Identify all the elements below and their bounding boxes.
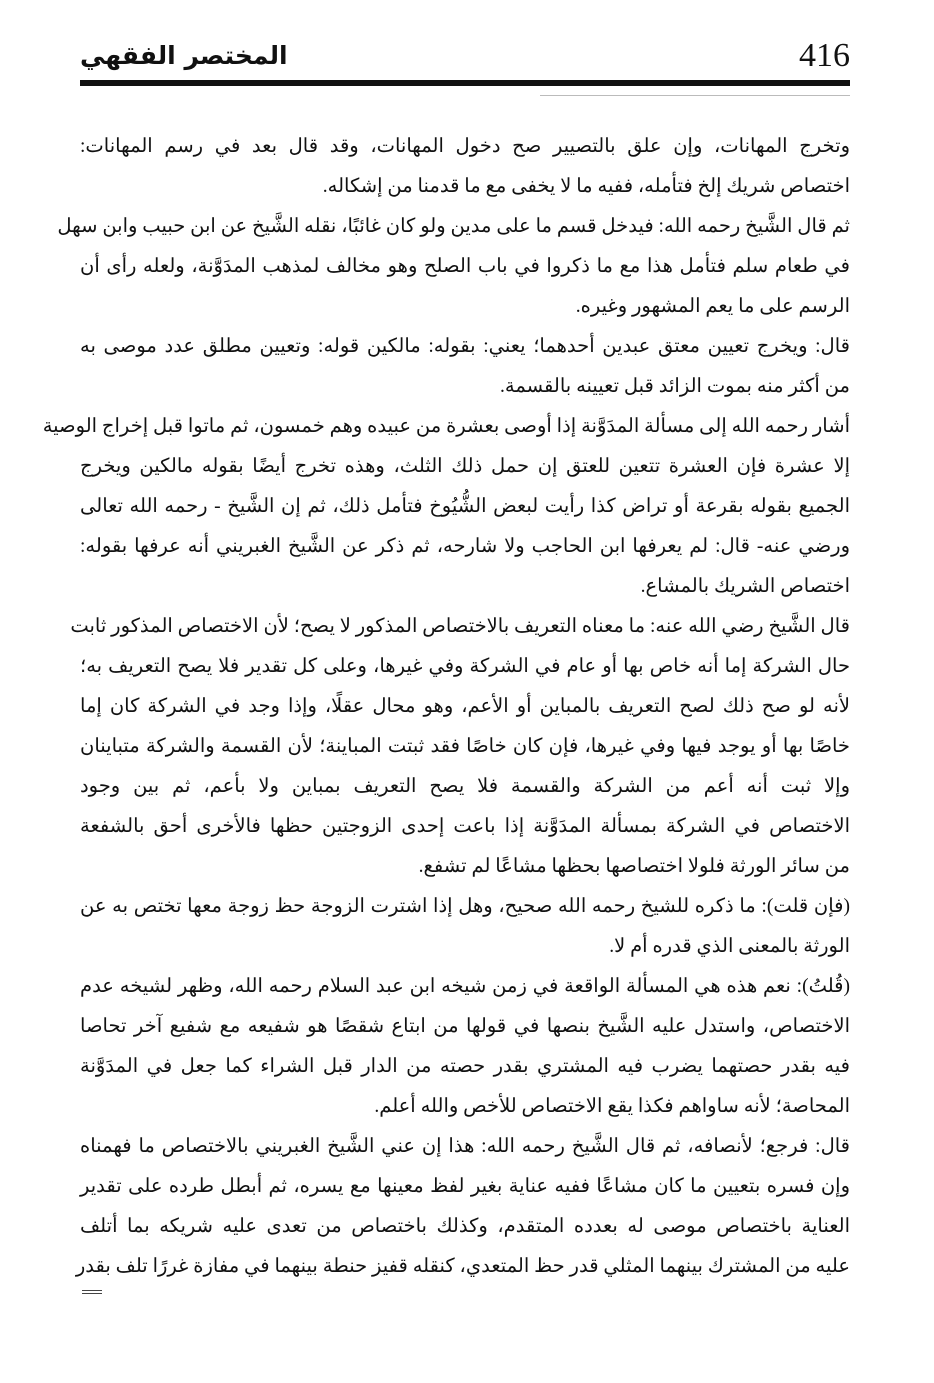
text-line: أشار رحمه الله إلى مسألة المدَوَّنة إذا أوصى بعشرة من عبيده وهم خمسون، ثم ماتوا قبل إخراج الوصية — [42, 416, 850, 437]
text-line: وإن فسره بتعيين ما كان مشاعًا ففيه عناية بغير لفظ معينها مع يسره، ثم أبطل طرده على تقدير — [80, 1176, 850, 1197]
text-line: المحاصة؛ لأنه ساواهم فكذا يقع الاختصاص للأخص والله أعلم. — [374, 1096, 850, 1117]
text-line: وإلا ثبت أنه أعم من الشركة والقسمة فلا يصح التعريف بمباين ولا بأعم، ثم بين وجود — [80, 776, 850, 797]
footnote-mark — [82, 1290, 102, 1294]
text-line: الاختصاص، واستدل عليه الشَّيخ بنصها في قولها من ابتاع شقصًا هو شفيعه مع شفيع آخر تحاصا — [80, 1016, 850, 1037]
running-title: المختصر الفقهي — [80, 41, 288, 70]
text-line: في طعام سلم فتأمل هذا مع ما ذكروا في باب الصلح وهو مخالف لمذهب المدَوَّنة، ولعله رأى أن — [80, 256, 850, 277]
text-line: وتخرج المهانات، وإن علق بالتصيير صح دخول المهانات، وقد قال بعد في رسم المهانات: — [80, 136, 850, 157]
text-line: الجميع بقوله بقرعة أو تراض كذا رأيت لبعض الشُّيُوخ فتأمل ذلك، ثم إن الشَّيخ - رحمه الله تعالى — [80, 496, 850, 517]
text-line: عليه من المشترك بينهما المثلي قدر حظ المتعدي، كنقله قفيز حنطة بينهما في مفازة غررًا تلف بقدر — [75, 1256, 850, 1277]
text-line: فيه بقدر حصتهما يضرب فيه المشتري بقدر حصته من الدار قبل الشراء كما جعل في المدَوَّنة — [80, 1056, 850, 1077]
text-line: ثم قال الشَّيخ رحمه الله: فيدخل قسم ما على مدين ولو كان غائبًا، نقله الشَّيخ عن ابن حبيب وابن سهل — [57, 216, 850, 237]
text-line: اختصاص شريك إلخ فتأمله، ففيه ما لا يخفى مع ما قدمنا من إشكاله. — [322, 176, 850, 197]
text-line: لأنه لو صح ذلك لصح التعريف بالمباين أو الأعم، وهو محال عقلًا، وإذا وجد في الشركة كان إما — [80, 696, 850, 717]
text-line: من سائر الورثة فلولا اختصاصها بحظها مشاعًا لم تشفع. — [418, 856, 850, 877]
text-line: ورضي عنه- قال: لم يعرفها ابن الحاجب ولا شارحه، ثم ذكر عن الشَّيخ الغبريني أنه عرفها بقوله: — [80, 536, 850, 557]
text-line: حال الشركة إما أنه خاص بها أو عام في الشركة وفي غيرها، وعلى كل تقدير فلا يصح التعريف به؛ — [80, 656, 850, 677]
header-rule — [80, 80, 850, 86]
text-line: قال: فرجع؛ لأنصافه، ثم قال الشَّيخ رحمه الله: هذا إن عني الشَّيخ الغبريني بالاختصاص ما فهمناه — [80, 1136, 850, 1157]
text-line: إلا عشرة فإن العشرة تتعين للعتق إن حمل ذلك الثلث، وهذه تخرج أيضًا بقوله مالكين ويخرج — [80, 456, 850, 477]
text-line: من أكثر منه بموت الزائد قبل تعيينه بالقسمة. — [500, 376, 850, 397]
text-line: الرسم على ما يعم المشهور وغيره. — [575, 296, 850, 317]
text-line: اختصاص الشريك بالمشاع. — [640, 576, 850, 597]
text-line: خاصًا بها أو يوجد فيها وفي غيرها، فإن كان خاصًا فقد ثبتت المباينة؛ لأن القسمة والشركة متباينان — [80, 736, 850, 757]
text-line: (فإن قلت): ما ذكره للشيخ رحمه الله صحيح، وهل إذا اشترت الزوجة حظ زوجة معها تختص به عن — [80, 896, 850, 917]
text-line: قال الشَّيخ رضي الله عنه: ما معناه التعريف بالاختصاص المذكور لا يصح؛ لأن الاختصاص المذكور ثابت — [70, 616, 850, 637]
text-line: الاختصاص في الشركة بمسألة المدَوَّنة إذا باعت إحدى الزوجتين حظها فالأخرى أحق بالشفعة — [80, 816, 850, 837]
page-header — [80, 36, 850, 76]
text-line: (قُلتُ): نعم هذه هي المسألة الواقعة في زمن شيخه ابن عبد السلام رحمه الله، وظهر لشيخه عدم — [80, 976, 850, 997]
body-text — [42, 127, 850, 1287]
text-line: الورثة بالمعنى الذي قدره أم لا. — [609, 936, 850, 957]
page-number: 416 — [799, 37, 850, 74]
text-line: العناية باختصاص موصى له بعدده المتقدم، وكذلك باختصاص من تعدى عليه شريكه بما أتلف — [80, 1216, 850, 1237]
text-line: قال: ويخرج تعيين معتق عبدين أحدهما؛ يعني: بقوله: مالكين قوله: وتعيين مطلق عدد موصى به — [80, 336, 850, 357]
header-rule-thin — [540, 95, 850, 96]
